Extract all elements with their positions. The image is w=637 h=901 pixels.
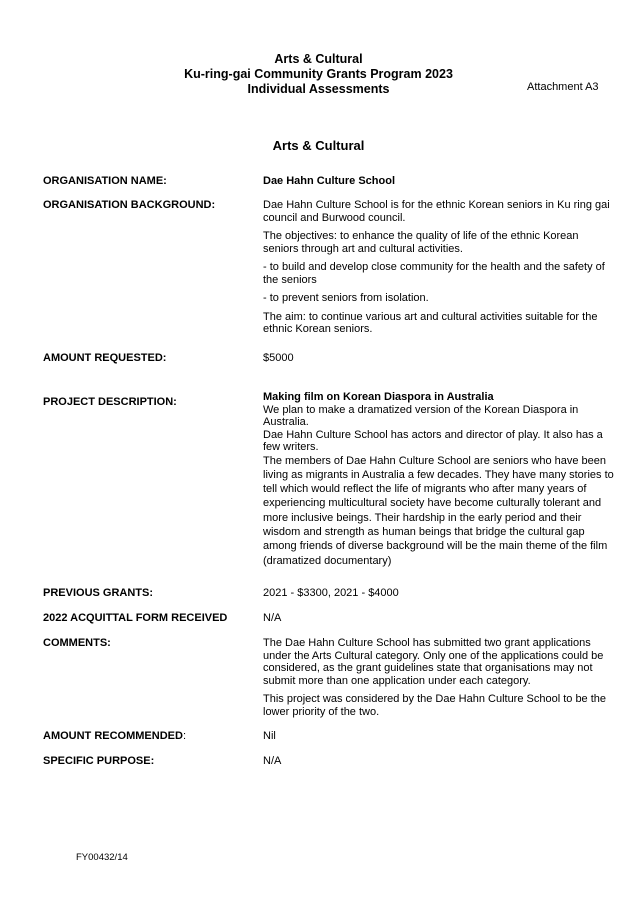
footer-code: FY00432/14 — [76, 852, 128, 863]
background-paragraph: - to build and develop close community for the health and the safety of the seniors — [263, 261, 605, 286]
comment-paragraph: This project was considered by the Dae Hahn Culture School to be the lower priority of the two. — [263, 693, 607, 718]
amount-recommended-value: Nil — [263, 730, 276, 742]
amount-requested-label: AMOUNT REQUESTED: — [43, 352, 167, 364]
project-title: Making film on Korean Diaspora in Australia — [263, 391, 494, 403]
specific-purpose-label: SPECIFIC PURPOSE: — [43, 755, 155, 767]
background-paragraph: - to prevent seniors from isolation. — [263, 292, 429, 304]
amount-recommended-colon: : — [182, 730, 187, 742]
header-program: Ku-ring-gai Community Grants Program 2023 — [184, 67, 453, 81]
comment-paragraph: The Dae Hahn Culture School has submitted two grant applications under the Arts Cultural category. Only one of the applications could be considered, as the grant guidelines state that organisations may not submit more than one application under each category. — [263, 637, 604, 687]
background-paragraph: The objectives: to enhance the quality of life of the ethnic Korean seniors through art and cultural activities. — [263, 230, 579, 255]
amount-requested-value: $5000 — [263, 352, 294, 364]
project-team: Dae Hahn Culture School has actors and director of play. It also has a few writers. — [263, 428, 603, 453]
section-title: Arts & Cultural — [272, 138, 365, 153]
org-background-value — [263, 199, 617, 342]
background-paragraph: Dae Hahn Culture School is for the ethnic Korean seniors in Ku ring gai council and Burwood council. — [263, 199, 610, 224]
acquittal-label: 2022 ACQUITTAL FORM RECEIVED — [43, 612, 228, 624]
specific-purpose-value: N/A — [263, 755, 282, 767]
amount-recommended-label-text: AMOUNT RECOMMENDED — [43, 730, 183, 742]
org-name-value: Dae Hahn Culture School — [263, 175, 396, 187]
acquittal-value: N/A — [263, 612, 282, 624]
header-category: Arts & Cultural — [274, 52, 363, 66]
comments-value — [263, 637, 617, 724]
org-background-label: ORGANISATION BACKGROUND: — [43, 199, 216, 211]
project-description-label: PROJECT DESCRIPTION: — [43, 396, 177, 408]
attachment-label: Attachment A3 — [527, 81, 599, 93]
comments-label: COMMENTS: — [43, 637, 111, 649]
amount-recommended-label — [43, 730, 186, 743]
previous-grants-value: 2021 - $3300, 2021 - $4000 — [263, 587, 399, 599]
background-paragraph: The aim: to continue various art and cultural activities suitable for the ethnic Korean seniors. — [263, 310, 598, 335]
project-description-value — [263, 391, 617, 568]
previous-grants-label: PREVIOUS GRANTS: — [43, 587, 154, 599]
project-body: The members of Dae Hahn Culture School are seniors who have been living as migrants in Australia a few decades. They have many stories to tell which would reflect the life of migrants who after many years of experiencing multicultural society have become culturally tolerant and more inclusive beings. Their hardship in the early period and their wisdom and strength as human beings that bridge the cultural gap among friends of diverse background will be the main theme of the film (dramatized documentary) — [263, 454, 614, 567]
project-intro: We plan to make a dramatized version of the Korean Diaspora in Australia. — [263, 403, 579, 428]
header-subtitle: Individual Assessments — [247, 82, 390, 96]
org-name-label: ORGANISATION NAME: — [43, 175, 167, 187]
